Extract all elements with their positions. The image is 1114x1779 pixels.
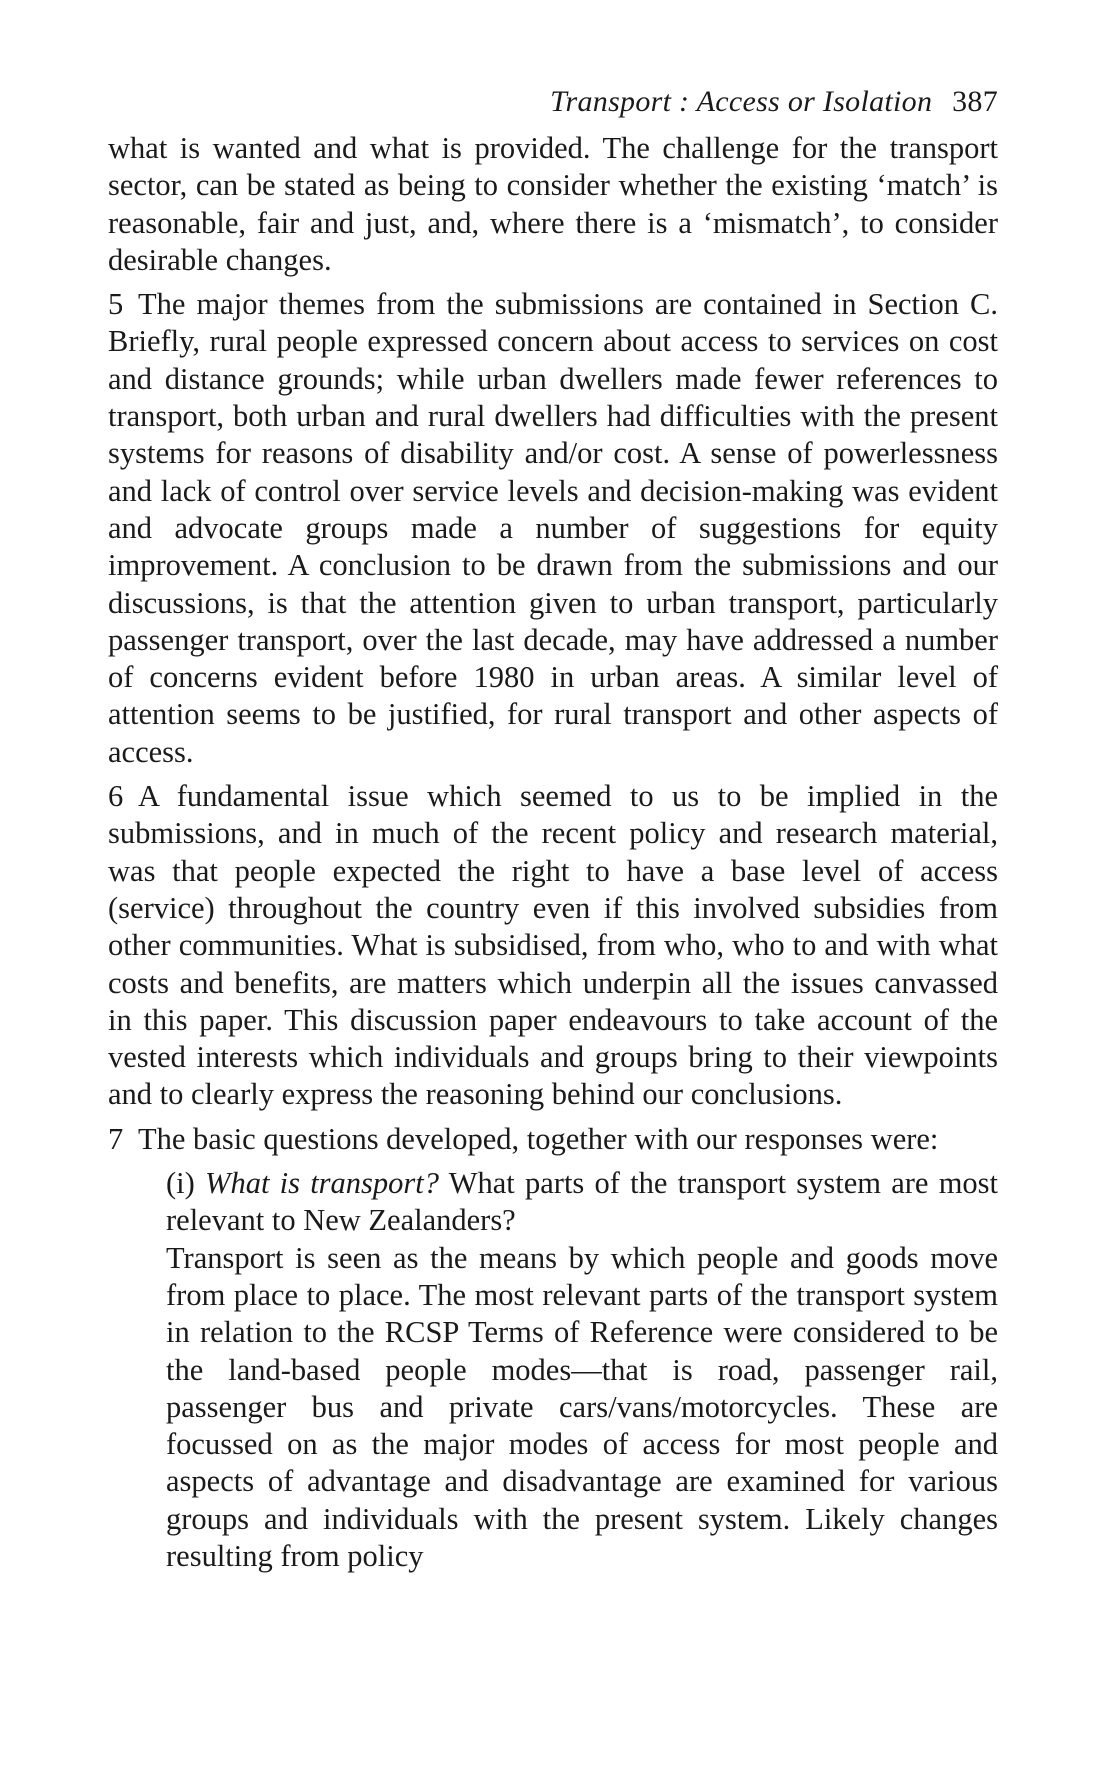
page-number: 387 <box>952 85 998 118</box>
paragraph-7 <box>108 1121 998 1158</box>
running-head-title: Transport : Access or Isolation <box>550 85 933 118</box>
question-1 <box>166 1165 998 1240</box>
paragraph-continued: what is wanted and what is provided. The challenge for the transport sector, can be stated as being to consider whether the existing ‘match’ is reasonable, fair and just, and, where there is a ‘mismatch’, to consider desirable changes. <box>108 131 998 277</box>
paragraph-text: The major themes from the submissions are contained in Section C. Briefly, rural people expressed concern about access to services on cost and distance grounds; while urban dwellers made fewer references to transport, both urban and rural dwellers had difficulties with the present systems for reasons of disability and/or cost. A sense of powerlessness and lack of control over service levels and decision-making was evident and advocate groups made a number of suggestions for equity improvement. A conclusion to be drawn from the submissions and our discussions, is that the attention given to urban transport, particularly passenger transport, over the last decade, may have addressed a number of concerns evident before 1980 in urban areas. A similar level of attention seems to be justified, for rural transport and other aspects of access. <box>108 287 998 769</box>
question-1-answer: Transport is seen as the means by which people and goods move from place to place. The most relevant parts of the transport system in relation to the RCSP Terms of Reference were considered to be the land-based people modes—that is road, passenger rail, passenger bus and private cars/vans/motorcycles. These are focussed on as the major modes of access for most people and aspects of advantage and disadvantage are examined for various groups and individuals with the present system. Likely changes resulting from policy <box>166 1240 998 1573</box>
question-text: What parts of the transport system are most relevant to New Zealanders? <box>166 1166 999 1238</box>
question-title: What is transport? <box>205 1166 440 1201</box>
paragraph-text: A fundamental issue which seemed to us to be implied in the submissions, and in much of the recent policy and research material, was that people expected the right to have a base level of access (service) throughout the country even if this involved subsidies from other communities. What is subsidised, from who, who to and with what costs and benefits, are matters which underpin all the issues canvassed in this paper. This discussion paper endeavours to take account of the vested interests which individuals and groups bring to their viewpoints and to clearly express the reasoning behind our conclusions. <box>108 779 998 1112</box>
paragraph-5 <box>108 286 998 771</box>
paragraph-text: The basic questions developed, together with our responses were: <box>138 1121 939 1156</box>
paragraph-6 <box>108 778 998 1114</box>
paragraph-number: 5 <box>108 287 124 322</box>
paragraph-number: 6 <box>108 779 124 814</box>
running-head <box>108 82 998 124</box>
question-label: (i) <box>166 1166 195 1201</box>
paragraph-number: 7 <box>108 1121 124 1156</box>
document-page <box>108 82 998 1575</box>
